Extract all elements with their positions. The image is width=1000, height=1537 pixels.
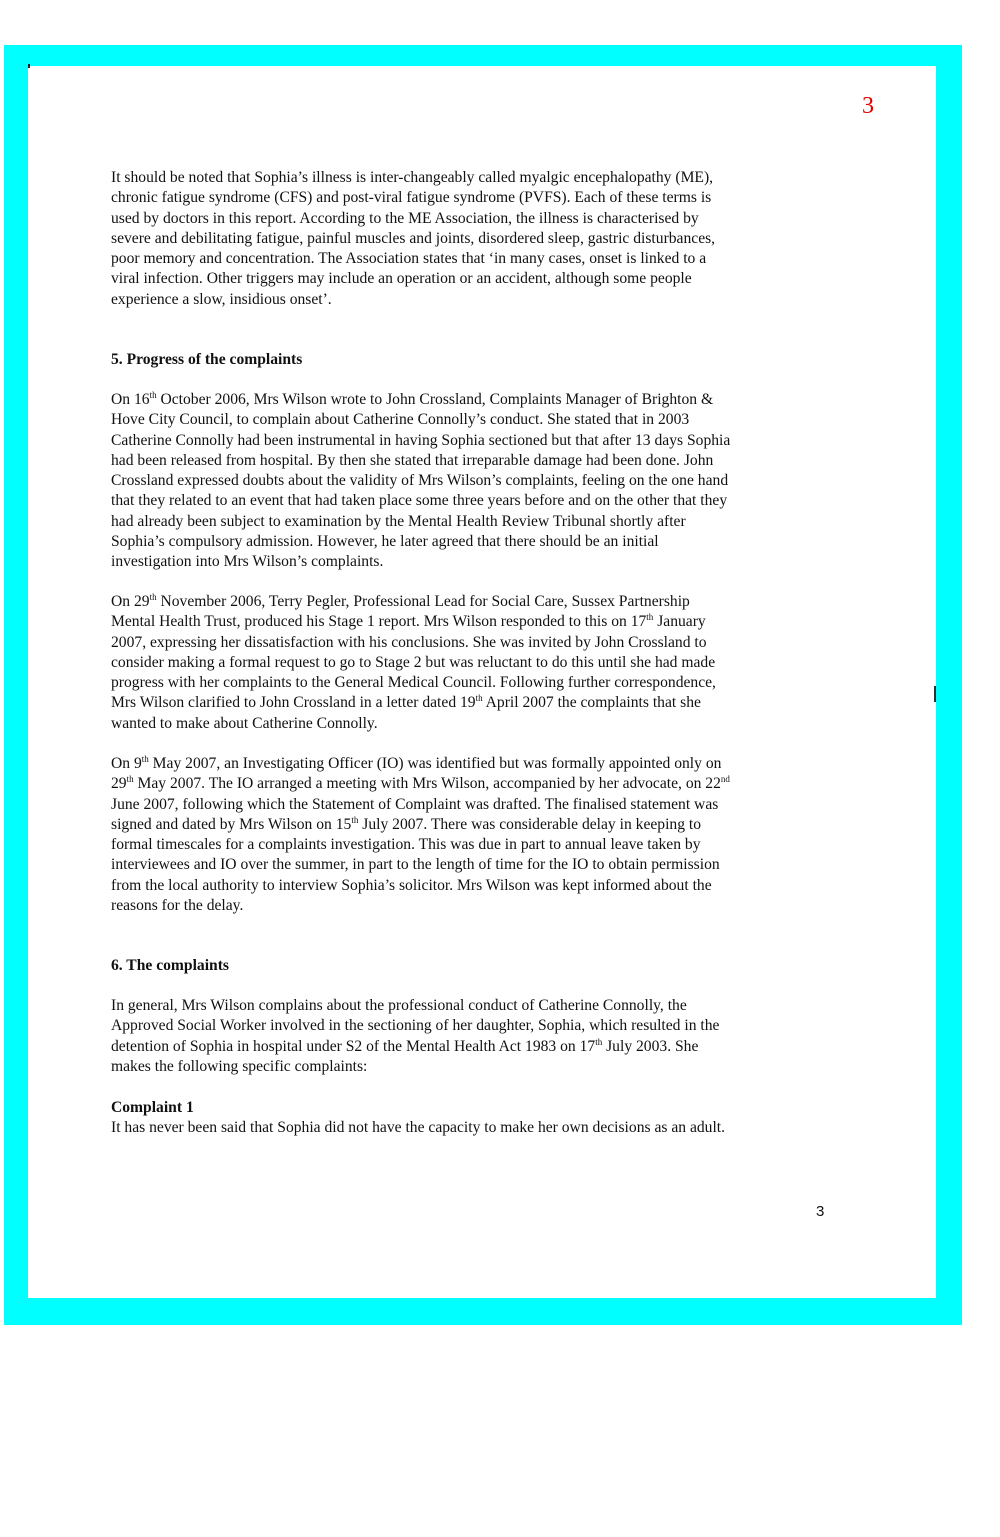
text-line: Mental Health Trust, produced his Stage 1 report. Mrs Wilson responded to this on 17th January (111, 612, 706, 631)
text-line: wanted to make about Catherine Connolly. (111, 714, 378, 732)
section-5-paragraph-1 (111, 390, 831, 573)
section-5-heading: 5. Progress of the complaints (111, 351, 303, 368)
section-5-paragraph-2 (111, 592, 831, 734)
text-line: signed and dated by Mrs Wilson on 15th July 2007. There was considerable delay in keeping to (111, 814, 702, 833)
complaint-1-text: It has never been said that Sophia did not have the capacity to make her own decisions as an adult. (111, 1119, 726, 1136)
section-5-paragraph-3 (111, 754, 831, 916)
text-line: viral infection. Other triggers may include an operation or an accident, although some people (111, 270, 692, 288)
section-6-paragraph-1 (111, 996, 831, 1077)
scan-mark (28, 64, 30, 68)
intro-paragraph (111, 168, 831, 310)
text-line: Catherine Connolly had been instrumental in having Sophia sectioned but that after 13 days Sophia (111, 431, 731, 449)
text-line: June 2007, following which the Statement of Complaint was drafted. The finalised statement was (111, 795, 719, 813)
text-line: It should be noted that Sophia’s illness is inter-changeably called myalgic encephalopathy (ME), (111, 169, 714, 186)
text-line: detention of Sophia in hospital under S2 of the Mental Health Act 1983 on 17th July 2003. She (111, 1036, 699, 1055)
section-6-heading: 6. The complaints (111, 957, 229, 974)
text-line: makes the following specific complaints: (111, 1057, 368, 1075)
text-line: used by doctors in this report. According to the ME Association, the illness is characterised by (111, 209, 699, 227)
text-line: severe and debilitating fatigue, painful muscles and joints, disordered sleep, gastric disturbances, (111, 229, 716, 247)
complaint-1-heading: Complaint 1 (111, 1099, 194, 1116)
text-line: 29th May 2007. The IO arranged a meeting with Mrs Wilson, accompanied by her advocate, on 22nd (111, 774, 730, 793)
page-number-top: 3 (862, 93, 874, 119)
text-line: reasons for the delay. (111, 897, 244, 915)
text-line: Approved Social Worker involved in the sectioning of her daughter, Sophia, which resulted in the (111, 1017, 720, 1035)
text-line: On 16th October 2006, Mrs Wilson wrote to John Crossland, Complaints Manager of Brighton & (111, 390, 714, 408)
text-line: consider making a formal request to go to Stage 2 but was reluctant to do this until she had made (111, 653, 716, 671)
text-line: Hove City Council, to complain about Catherine Connolly’s conduct. She stated that in 2003 (111, 411, 690, 429)
text-line: investigation into Mrs Wilson’s complaints. (111, 553, 384, 571)
text-line: poor memory and concentration. The Association states that ‘in many cases, onset is linked to a (111, 250, 707, 268)
text-line: progress with her complaints to the General Medical Council. Following further correspondence, (111, 674, 716, 692)
text-line: interviewees and IO over the summer, in part to the length of time for the IO to obtain permission (111, 856, 720, 874)
text-line: Sophia’s compulsory admission. However, he later agreed that there should be an initial (111, 533, 659, 551)
text-line: formal timescales for a complaints investigation. This was due in part to annual leave taken by (111, 836, 701, 854)
page-number-footer: 3 (816, 1203, 825, 1220)
scan-mark (934, 686, 936, 702)
text-line: that they related to an event that had taken place some three years before and on the other that they (111, 492, 728, 510)
text-line: In general, Mrs Wilson complains about the professional conduct of Catherine Connolly, the (111, 997, 687, 1014)
text-line: had already been subject to examination by the Mental Health Review Tribunal shortly after (111, 512, 686, 530)
text-line: 2007, expressing her dissatisfaction with his conclusions. She was invited by John Crossland to (111, 633, 707, 651)
text-line: Mrs Wilson clarified to John Crossland in a letter dated 19th April 2007 the complaints that she (111, 693, 701, 712)
text-line: had been released from hospital. By then she stated that irreparable damage had been done. John (111, 451, 714, 469)
text-line: chronic fatigue syndrome (CFS) and post-viral fatigue syndrome (PVFS). Each of these terms is (111, 189, 712, 207)
text-line: Crossland expressed doubts about the validity of Mrs Wilson’s complaints, feeling on the one hand (111, 472, 729, 490)
text-line: from the local authority to interview Sophia’s solicitor. Mrs Wilson was kept informed about the (111, 876, 712, 894)
text-line: On 29th November 2006, Terry Pegler, Professional Lead for Social Care, Sussex Partnership (111, 592, 690, 610)
text-line: experience a slow, insidious onset’. (111, 290, 332, 308)
text-line: On 9th May 2007, an Investigating Officer (IO) was identified but was formally appointed only on (111, 754, 722, 772)
